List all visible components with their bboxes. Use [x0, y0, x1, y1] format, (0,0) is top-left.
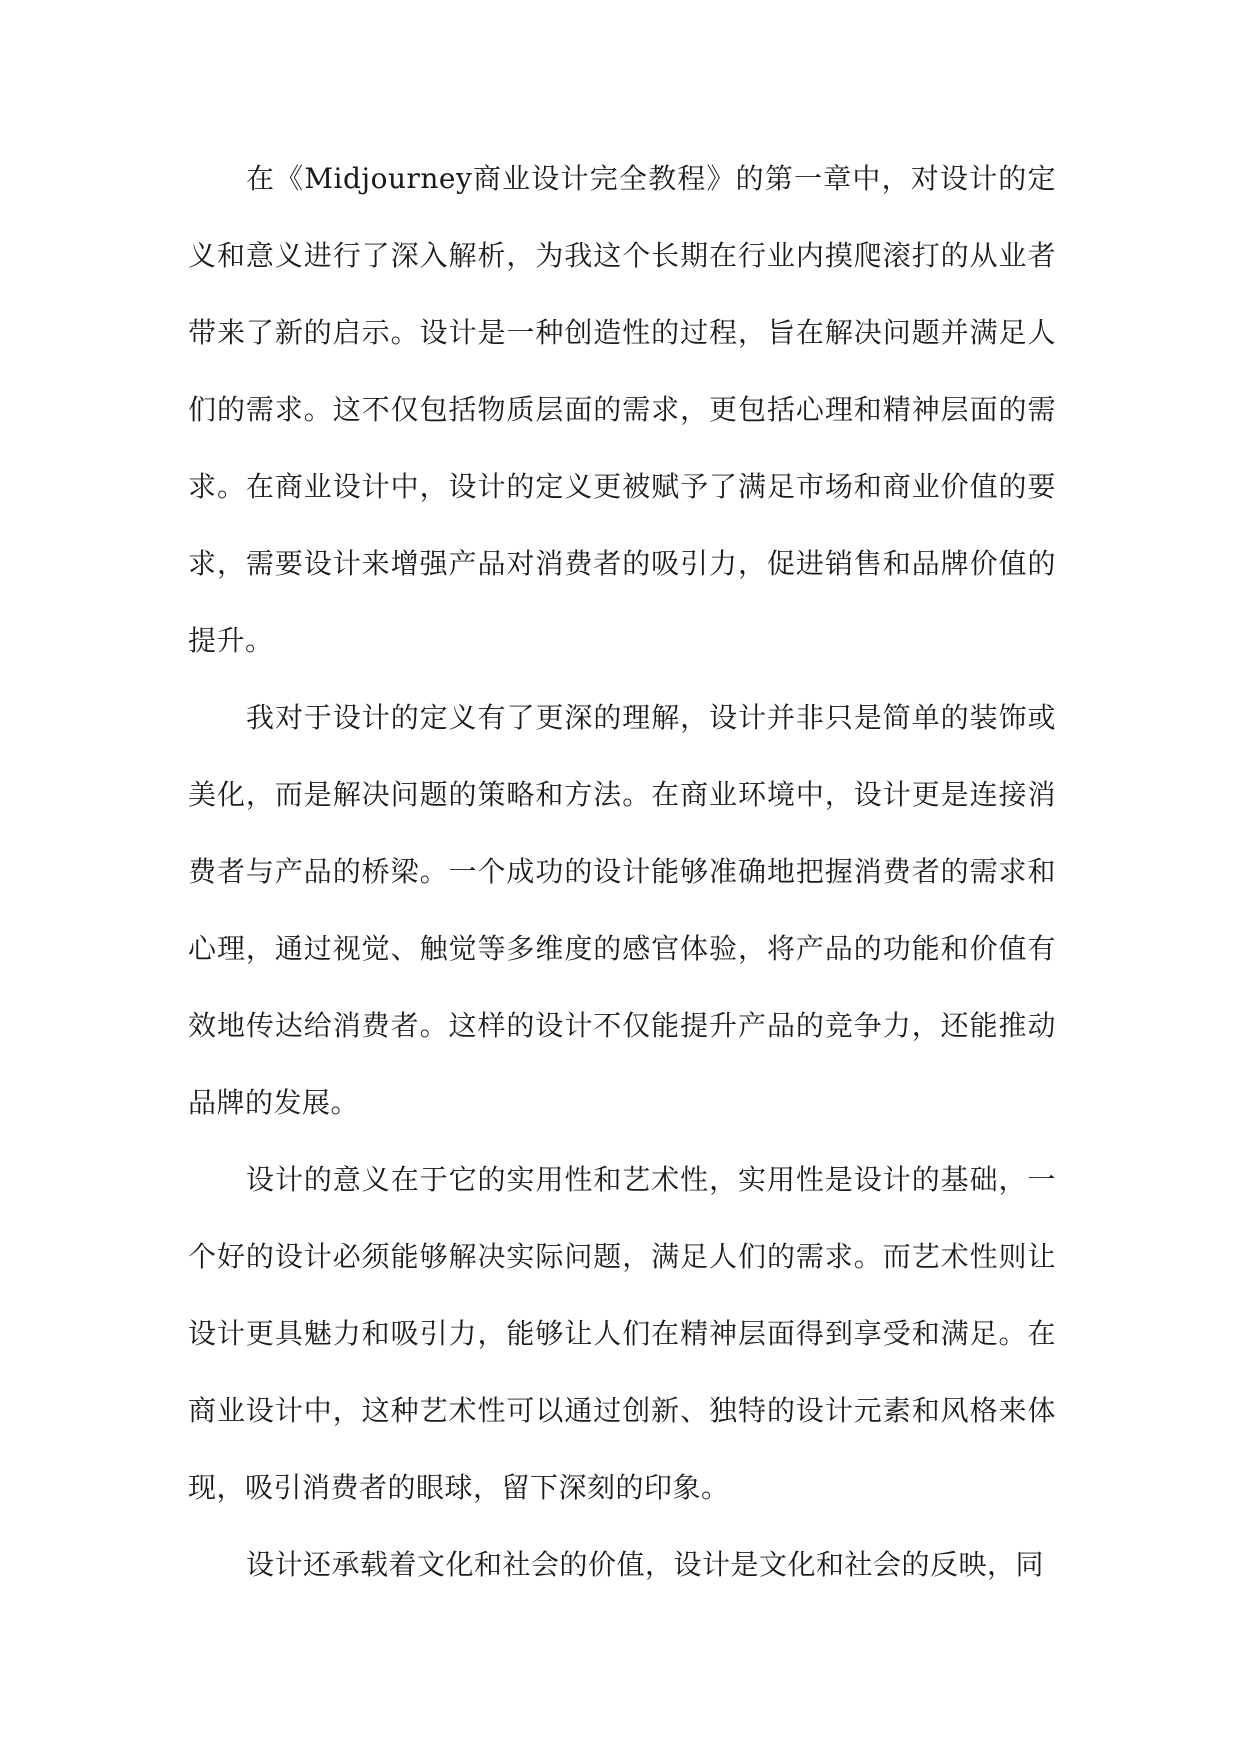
- body-text: [188, 140, 1056, 1603]
- paragraph-3: 设计的意义在于它的实用性和艺术性，实用性是设计的基础，一个好的设计必须能够解决实际问题，满足人们的需求。而艺术性则让设计更具魅力和吸引力，能够让人们在精神层面得到享受和满足。在商业设计中，这种艺术性可以通过创新、独特的设计元素和风格来体现，吸引消费者的眼球，留下深刻的印象。: [188, 1163, 1056, 1504]
- paragraph-4: 设计还承载着文化和社会的价值，设计是文化和社会的反映，同: [246, 1548, 1045, 1581]
- paragraph-1: 在《Midjourney商业设计完全教程》的第一章中，对设计的定义和意义进行了深入解析，为我这个长期在行业内摸爬滚打的从业者带来了新的启示。设计是一种创造性的过程，旨在解决问题并满足人们的需求。这不仅包括物质层面的需求，更包括心理和精神层面的需求。在商业设计中，设计的定义更被赋予了满足市场和商业价值的要求，需要设计来增强产品对消费者的吸引力，促进销售和品牌价值的提升。: [188, 162, 1056, 657]
- paragraph-2: 我对于设计的定义有了更深的理解，设计并非只是简单的装饰或美化，而是解决问题的策略和方法。在商业环境中，设计更是连接消费者与产品的桥梁。一个成功的设计能够准确地把握消费者的需求和心理，通过视觉、触觉等多维度的感官体验，将产品的功能和价值有效地传达给消费者。这样的设计不仅能提升产品的竞争力，还能推动品牌的发展。: [188, 701, 1056, 1119]
